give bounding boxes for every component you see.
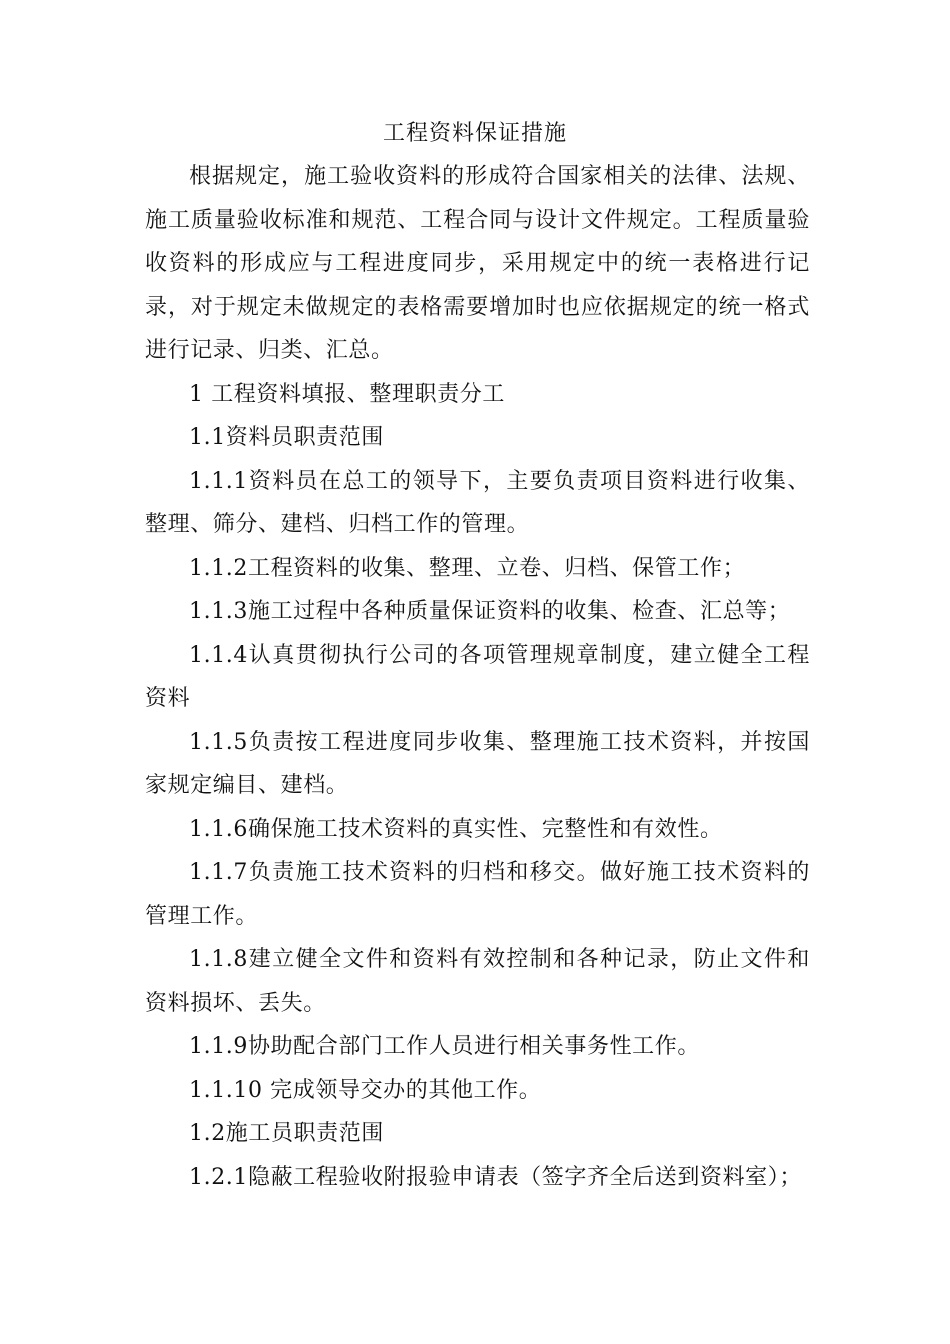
list-item-1-1-4: 1.1.4认真贯彻执行公司的各项管理规章制度，建立健全工程资料 xyxy=(145,642,810,711)
document-body xyxy=(145,155,810,1199)
list-item-1-1-5: 1.1.5负责按工程进度同步收集、整理施工技术资料，并按国家规定编目、建档。 xyxy=(145,729,810,798)
document-title: 工程资料保证措施 xyxy=(382,121,567,146)
list-item-1-1-2: 1.1.2工程资料的收集、整理、立卷、归档、保管工作； xyxy=(189,555,746,581)
list-item-1-1-3: 1.1.3施工过程中各种质量保证资料的收集、检查、汇总等； xyxy=(189,599,791,624)
list-item-1-1-7: 1.1.7负责施工技术资料的归档和移交。做好施工技术资料的管理工作。 xyxy=(145,860,810,929)
list-item-1-1-1: 1.1.1资料员在总工的领导下，主要负责项目资料进行收集、整理、筛分、建档、归档工作的管理。 xyxy=(145,468,810,537)
section-heading-1: 1 工程资料填报、整理职责分工 xyxy=(189,381,505,407)
subsection-heading-1-2: 1.2施工员职责范围 xyxy=(189,1121,384,1146)
intro-paragraph: 根据规定，施工验收资料的形成符合国家相关的法律、法规、施工质量验收标准和规范、工程合同与设计文件规定。工程质量验收资料的形成应与工程进度同步，采用规定中的统一表格进行记录，对于规定未做规定的表格需要增加时也应依据规定的统一格式进行记录、归类、汇总。 xyxy=(145,164,810,363)
list-item-1-1-6: 1.1.6确保施工技术资料的真实性、完整性和有效性。 xyxy=(189,816,723,842)
subsection-heading-1-1: 1.1资料员职责范围 xyxy=(189,425,384,450)
list-item-1-2-1: 1.2.1隐蔽工程验收附报验申请表（签字齐全后送到资料室）； xyxy=(189,1164,802,1190)
list-item-1-1-8: 1.1.8建立健全文件和资料有效控制和各种记录，防止文件和资料损坏、丢失。 xyxy=(145,947,810,1016)
list-item-1-1-9: 1.1.9协助配合部门工作人员进行相关事务性工作。 xyxy=(189,1034,700,1059)
list-item-1-1-10: 1.1.10 完成领导交办的其他工作。 xyxy=(189,1077,542,1103)
